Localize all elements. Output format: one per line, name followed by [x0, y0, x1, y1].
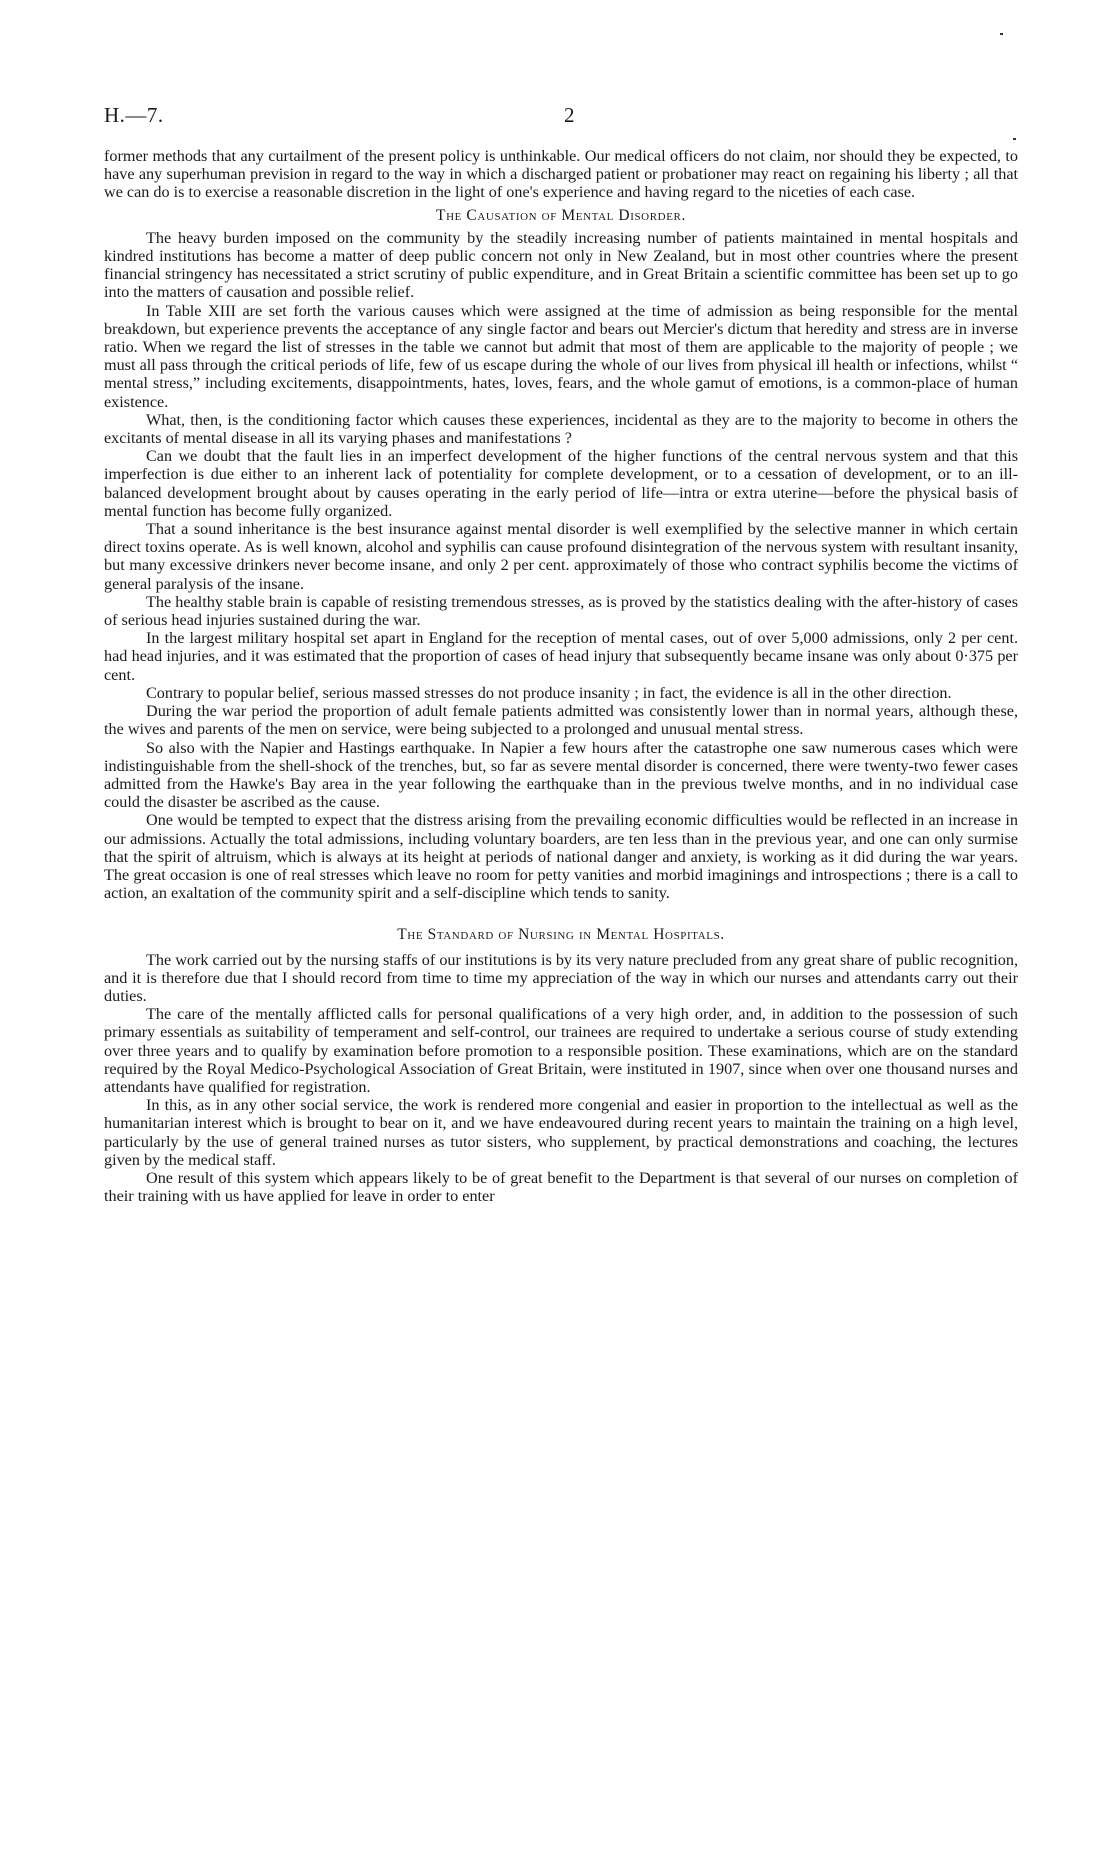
- paragraph: Contrary to popular belief, serious massed stresses do not produce insanity ; in fact, the evidence is all in the other direction.: [146, 683, 952, 702]
- paragraph: The heavy burden imposed on the community by the steadily increasing number of patients maintained in mental hospitals and kindred institutions has become a matter of deep public concern not only in New Zealand, but in most other countries where the present financial stringency has necessitated a strict scrutiny of public expenditure, and in Great Britain a scientific committee has been set up to go into the matters of causation and possible relief.: [104, 228, 1018, 302]
- paragraph: In the largest military hospital set apart in England for the reception of mental cases, out of over 5,000 admissions, only 2 per cent. had head injuries, and it was estimated that the proportion of cases of head injury that subsequently became insane was only about 0·375 per cent.: [104, 629, 1018, 684]
- paragraph: One result of this system which appears likely to be of great benefit to the Department is that several of our nurses on completion of their training with us have applied for leave in order to enter: [104, 1168, 1018, 1206]
- paragraph-continued: former methods that any curtailment of the present policy is unthinkable. Our medical officers do not claim, nor should they be expected, to have any superhuman prevision in regard to the way in which a discharged patient or probationer may react on regaining his liberty ; all that we can do is to exercise a reasonable discretion in the light of one's experience and having regard to the niceties of each case.: [104, 147, 1018, 202]
- page-body: [104, 147, 1018, 1205]
- paragraph: The work carried out by the nursing staffs of our institutions is by its very nature precluded from any great share of public recognition, and it is therefore due that I should record from time to time my appreciation of the way in which our nurses and attendants carry out their duties.: [104, 950, 1018, 1005]
- paragraph: So also with the Napier and Hastings earthquake. In Napier a few hours after the catastrophe one saw numerous cases which were indistinguishable from the shell-shock of the trenches, but, so far as severe mental disorder is concerned, there were twenty-two fewer cases admitted from the Hawke's Bay area in the year following the earthquake than in the previous twelve months, and in no individual case could the disaster be ascribed as the cause.: [104, 738, 1018, 812]
- page-number: 2: [564, 103, 575, 127]
- scan-mark-top: [1000, 33, 1003, 35]
- section-heading-causation: The Causation of Mental Disorder.: [436, 206, 686, 224]
- paragraph: That a sound inheritance is the best insurance against mental disorder is well exemplified by the selective manner in which certain direct toxins operate. As is well known, alcohol and syphilis can cause profound disintegration of the nervous system with resultant insanity, but many excessive drinkers never become insane, and only 2 per cent. approximately of those who contract syphilis become the victims of general paralysis of the insane.: [104, 520, 1018, 593]
- page-header: [104, 103, 1014, 133]
- section-heading-nursing: The Standard of Nursing in Mental Hospitals.: [397, 926, 725, 944]
- paragraph: In Table XIII are set forth the various causes which were assigned at the time of admission as being responsible for the mental breakdown, but experience prevents the acceptance of any single factor and bears out Mercier's dictum that heredity and stress are in inverse ratio. When we regard the list of stresses in the table we cannot but admit that most of them are applicable to the majority of people ; we must all pass through the critical periods of life, few of us escape during the whole of our lives from physical ill health or infections, whilst “ mental stress,” including excitements, disappointments, hates, loves, fears, and the whole gamut of emotions, is a common-place of human existence.: [104, 301, 1018, 411]
- paragraph: During the war period the proportion of adult female patients admitted was consistently lower than in normal years, although these, the wives and parents of the men on service, were being subjected to a prolonged and unusual mental stress.: [104, 702, 1018, 739]
- document-reference: H.—7.: [104, 103, 164, 127]
- paragraph: The healthy stable brain is capable of resisting tremendous stresses, as is proved by the statistics dealing with the after-history of cases of serious head injuries sustained during the war.: [104, 592, 1018, 630]
- paragraph: One would be tempted to expect that the distress arising from the prevailing economic difficulties would be reflected in an increase in our admissions. Actually the total admissions, including voluntary boarders, are ten less than in the previous year, and one can only surmise that the spirit of altruism, which is always at its height at periods of national danger and anxiety, is working as it did during the war years. The great occasion is one of real stresses which leave no room for petty vanities and morbid imaginings and introspections ; there is a call to action, an exaltation of the community spirit and a self-discipline which tends to sanity.: [104, 811, 1018, 903]
- scan-mark-right: [1013, 138, 1016, 140]
- paragraph: Can we doubt that the fault lies in an imperfect development of the higher functions of the central nervous system and that this imperfection is due either to an inherent lack of potentiality for complete development, or to a cessation of development, or to an ill-balanced development brought about by causes operating in the early period of life—intra or extra uterine—before the physical basis of mental function has become fully organized.: [104, 447, 1018, 520]
- paragraph: In this, as in any other social service, the work is rendered more congenial and easier in proportion to the intellectual as well as the humanitarian interest which is brought to bear on it, and we have endeavoured during recent years to maintain the training on a high level, particularly by the use of general trained nurses as tutor sisters, who supplement, by practical demonstrations and coaching, the lectures given by the medical staff.: [104, 1096, 1018, 1169]
- paragraph: The care of the mentally afflicted calls for personal qualifications of a very high order, and, in addition to the possession of such primary essentials as suitability of temperament and self-control, our trainees are required to undertake a serious course of study extending over three years and to qualify by examination before promotion to a responsible position. These examinations, which are on the standard required by the Royal Medico-Psychological Association of Great Britain, were instituted in 1907, since when over one thousand nurses and attendants have qualified for registration.: [104, 1005, 1018, 1096]
- paragraph: What, then, is the conditioning factor which causes these experiences, incidental as they are to the majority to become in others the excitants of mental disease in all its varying phases and manifestations ?: [104, 410, 1018, 448]
